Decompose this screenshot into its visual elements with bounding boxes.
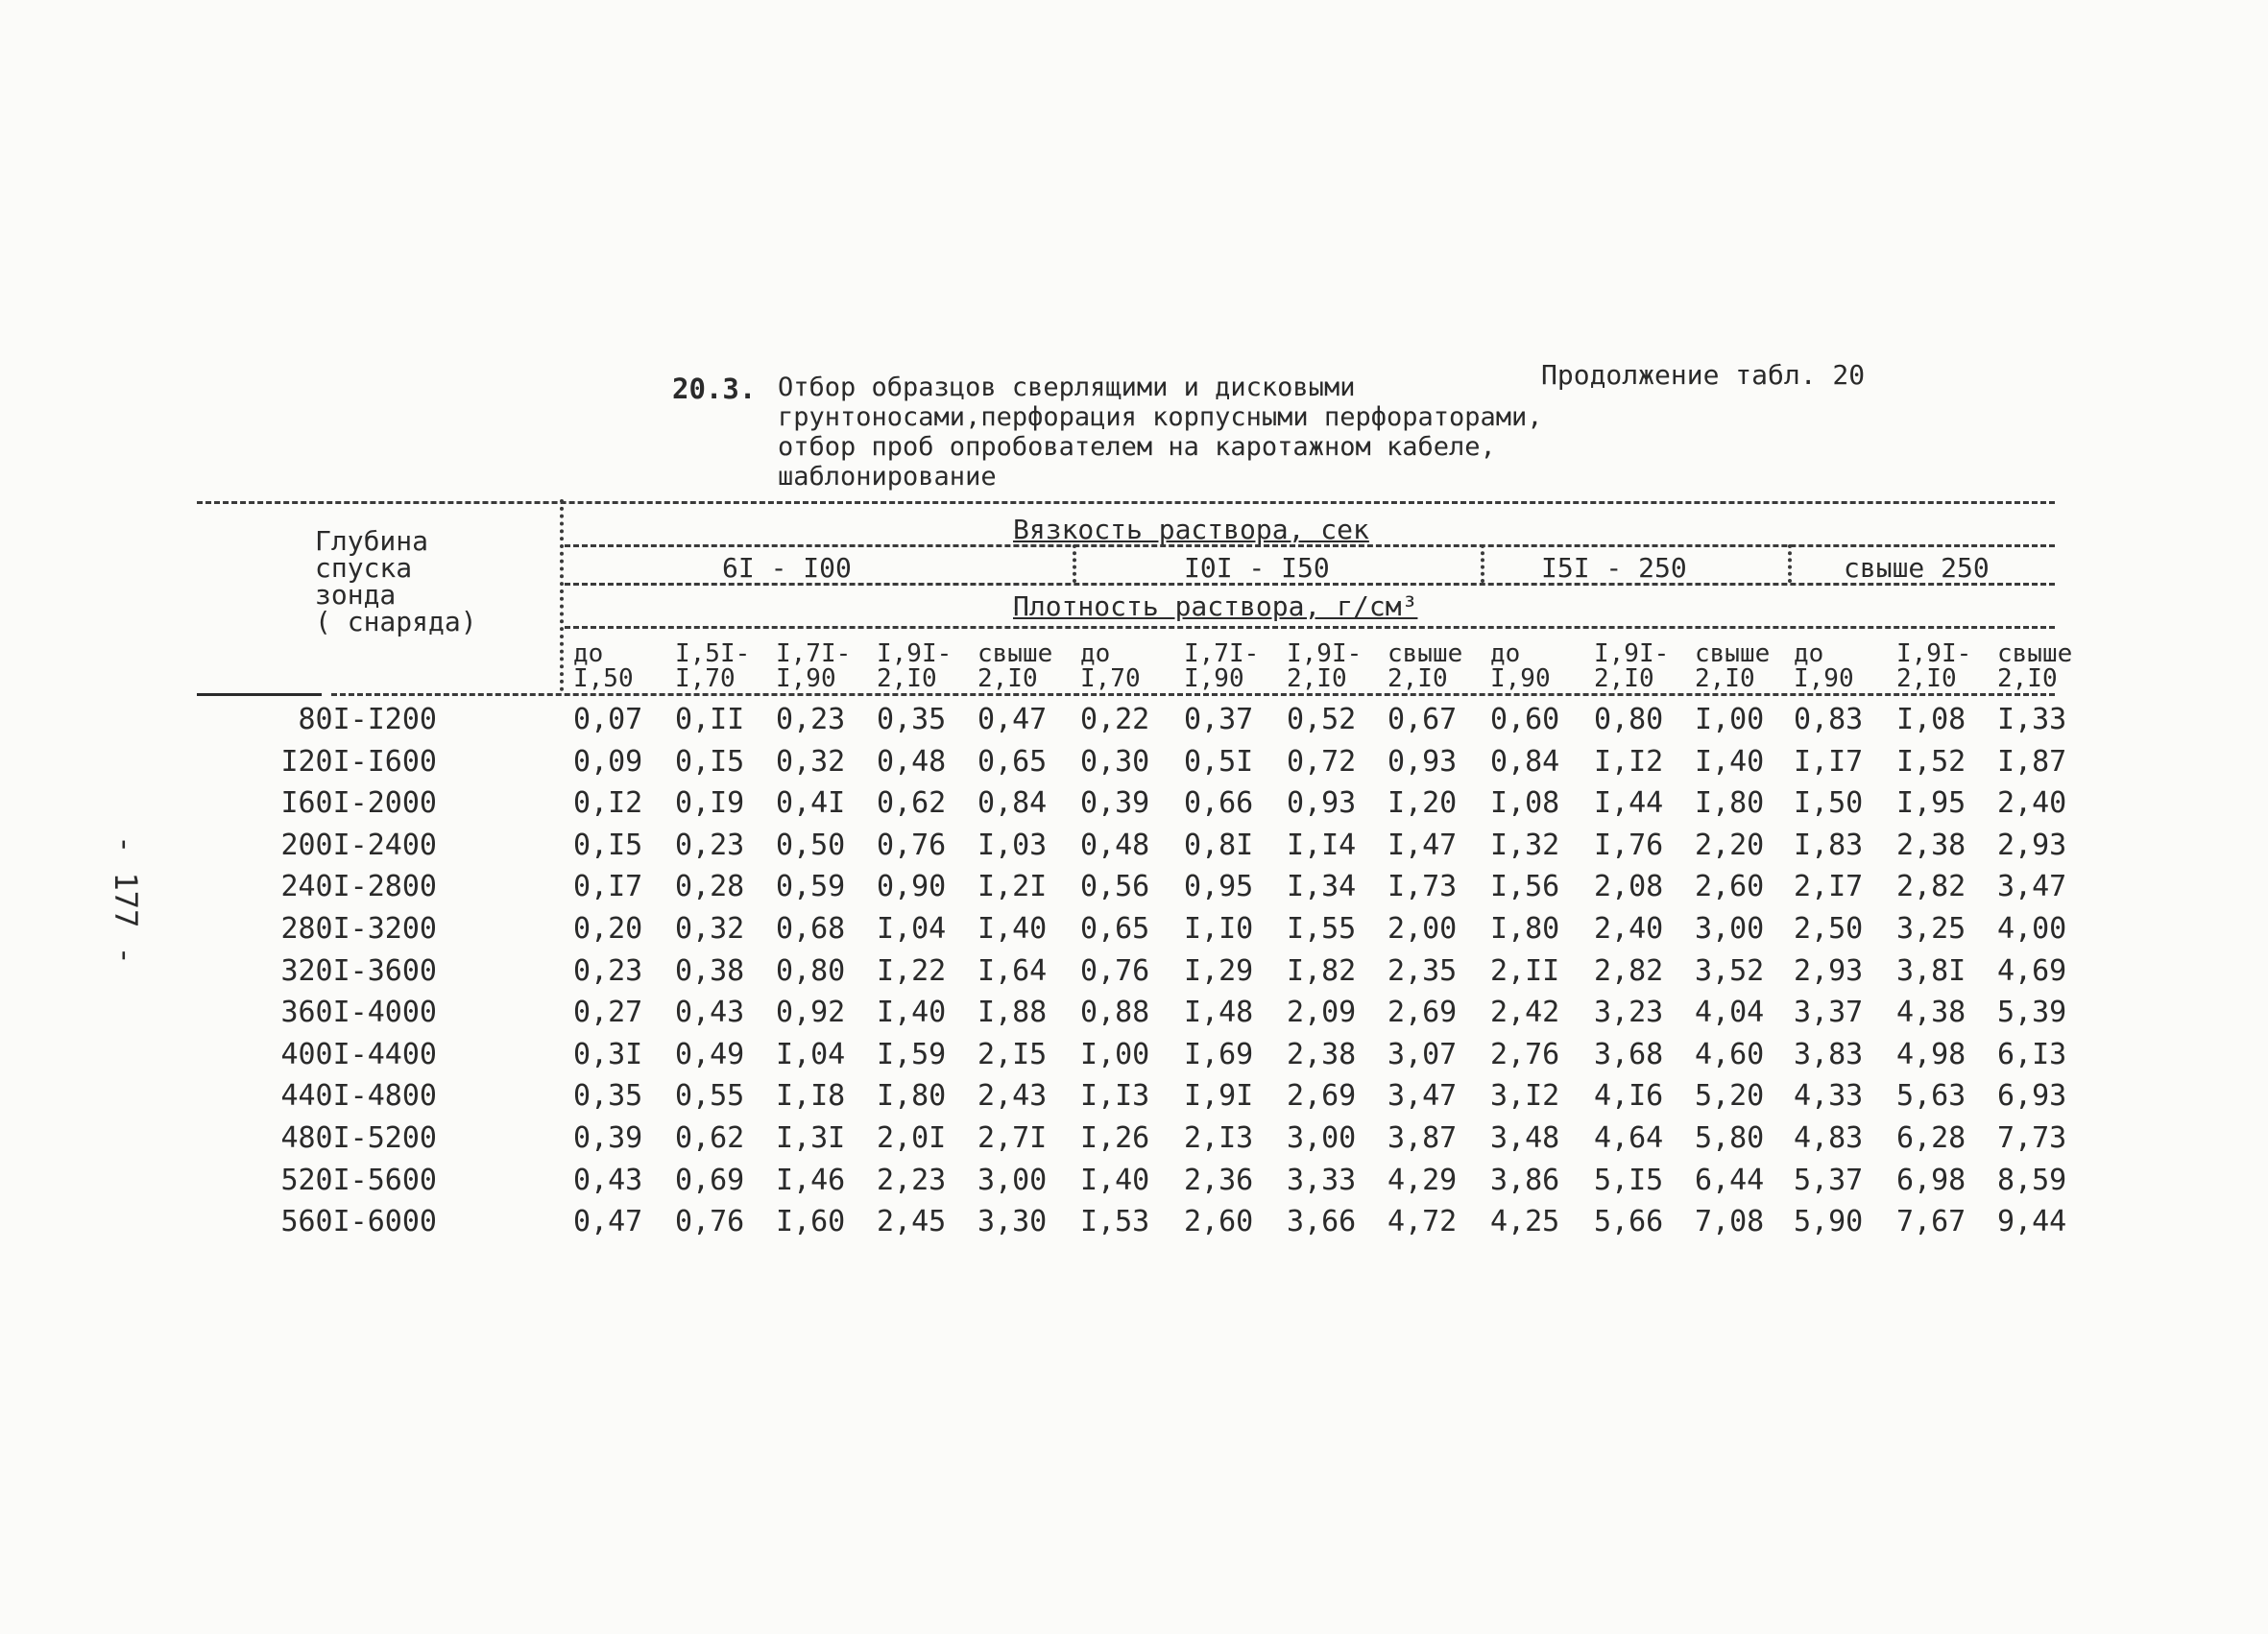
value-cell: I,3I: [776, 1121, 846, 1155]
density-header: Плотность раствора, г/см³: [1013, 590, 1418, 622]
depth-cell: I60I-2000: [280, 786, 437, 821]
value-cell: 0,I2: [573, 786, 643, 821]
density-column-header: [1695, 641, 1770, 691]
value-cell: I,20: [1387, 786, 1458, 821]
density-column-header-line: 2,I0: [1387, 664, 1448, 693]
value-cell: 0,80: [1594, 703, 1664, 736]
value-cell: 5,39: [1997, 996, 2067, 1030]
value-cell: 2,82: [1896, 870, 1966, 904]
depth-cell: 480I-5200: [280, 1121, 437, 1155]
value-cell: I,69: [1184, 1037, 1254, 1071]
value-cell: 3,33: [1287, 1163, 1357, 1197]
density-column-header-line: I,9I-: [1287, 639, 1363, 668]
value-cell: I,44: [1594, 786, 1664, 821]
value-cell: I,52: [1896, 744, 1966, 779]
value-cell: I,82: [1287, 953, 1357, 988]
density-column-header-line: свыше: [1387, 639, 1463, 668]
density-column-header: [977, 641, 1052, 691]
density-column-header-line: до: [573, 639, 604, 668]
value-cell: 3,25: [1896, 912, 1966, 946]
depth-cell: 320I-3600: [280, 953, 437, 988]
depth-cell: 200I-2400: [280, 828, 437, 862]
value-cell: 2,II: [1490, 953, 1560, 988]
value-cell: 4,69: [1997, 953, 2067, 988]
value-cell: 2,93: [1997, 828, 2067, 862]
value-cell: I,40: [977, 912, 1048, 946]
value-cell: 4,33: [1794, 1079, 1864, 1114]
value-cell: I,80: [877, 1079, 947, 1114]
value-cell: 2,42: [1490, 996, 1560, 1030]
density-column-header-line: до: [1794, 639, 1824, 668]
value-cell: I,I2: [1594, 744, 1664, 779]
density-column-header-line: до: [1490, 639, 1521, 668]
group-separator: [1481, 544, 1484, 583]
density-column-header-line: свыше: [1695, 639, 1771, 668]
group-separator: [1073, 544, 1076, 583]
value-cell: I,08: [1490, 786, 1560, 821]
density-column-header: [1184, 641, 1259, 691]
value-cell: I,08: [1896, 703, 1966, 736]
value-cell: 2,76: [1490, 1037, 1560, 1071]
value-cell: 4,60: [1695, 1037, 1765, 1071]
value-cell: 0,5I: [1184, 744, 1254, 779]
value-cell: 3,00: [1695, 912, 1765, 946]
depth-cell: I20I-I600: [280, 744, 437, 779]
value-cell: I,83: [1794, 828, 1864, 862]
value-cell: 0,48: [877, 744, 947, 779]
value-cell: 0,27: [573, 996, 643, 1030]
density-column-header-line: I,9I-: [877, 639, 953, 668]
value-cell: I,04: [776, 1037, 846, 1071]
value-cell: 2,60: [1695, 870, 1765, 904]
density-column-header-line: 2,I0: [877, 664, 937, 693]
density-column-header-line: I,5I-: [675, 639, 751, 668]
value-cell: 0,52: [1287, 703, 1357, 736]
value-cell: 0,I5: [675, 744, 745, 779]
viscosity-group-1: 6I - I00: [722, 552, 852, 584]
value-cell: 3,I2: [1490, 1079, 1560, 1114]
density-column-header-line: 2,I0: [1896, 664, 1957, 693]
value-cell: 0,39: [573, 1121, 643, 1155]
value-cell: I,56: [1490, 870, 1560, 904]
value-cell: 0,50: [776, 828, 846, 862]
density-column-header-line: 2,I0: [1287, 664, 1347, 693]
density-column-header: [877, 641, 952, 691]
value-cell: 5,90: [1794, 1205, 1864, 1239]
section-number: 20.3.: [672, 372, 757, 405]
title-line: грунтоносами,перфорация корпусными перфораторами,: [778, 402, 1543, 432]
value-cell: 0,84: [1490, 744, 1560, 779]
value-cell: I,64: [977, 953, 1048, 988]
value-cell: I,88: [977, 996, 1048, 1030]
value-cell: I,00: [1080, 1037, 1150, 1071]
density-column-header: [1794, 641, 1854, 691]
depth-cell: 360I-4000: [280, 996, 437, 1030]
depth-cell: 560I-6000: [280, 1205, 437, 1239]
row-header-line: Глубина: [315, 525, 429, 557]
value-cell: I,40: [877, 996, 947, 1030]
value-cell: 2,93: [1794, 953, 1864, 988]
value-cell: 3,83: [1794, 1037, 1864, 1071]
value-cell: 0,95: [1184, 870, 1254, 904]
value-cell: I,48: [1184, 996, 1254, 1030]
depth-cell: 280I-3200: [280, 912, 437, 946]
density-column-header: [1997, 641, 2072, 691]
value-cell: I,I3: [1080, 1079, 1150, 1114]
section-title: [778, 372, 1543, 492]
value-cell: 2,20: [1695, 828, 1765, 862]
value-cell: 7,08: [1695, 1205, 1765, 1239]
title-line: шаблонирование: [778, 462, 997, 492]
value-cell: I,I4: [1287, 828, 1357, 862]
value-cell: I,73: [1387, 870, 1458, 904]
value-cell: 0,72: [1287, 744, 1357, 779]
value-cell: 2,36: [1184, 1163, 1254, 1197]
depth-cell: 440I-4800: [280, 1079, 437, 1114]
value-cell: I,29: [1184, 953, 1254, 988]
value-cell: 5,I5: [1594, 1163, 1664, 1197]
value-cell: 0,55: [675, 1079, 745, 1114]
value-cell: 0,38: [675, 953, 745, 988]
depth-cell: 240I-2800: [280, 870, 437, 904]
value-cell: 0,84: [977, 786, 1048, 821]
value-cell: 0,20: [573, 912, 643, 946]
value-cell: 2,38: [1287, 1037, 1357, 1071]
value-cell: 0,I5: [573, 828, 643, 862]
value-cell: 7,73: [1997, 1121, 2067, 1155]
value-cell: 0,28: [675, 870, 745, 904]
value-cell: I,60: [776, 1205, 846, 1239]
page-number: - 177 -: [108, 835, 144, 965]
value-cell: 0,76: [877, 828, 947, 862]
value-cell: 2,40: [1997, 786, 2067, 821]
value-cell: I,00: [1695, 703, 1765, 736]
value-cell: 4,00: [1997, 912, 2067, 946]
density-column-header-line: I,90: [1490, 664, 1551, 693]
value-cell: 6,44: [1695, 1163, 1765, 1197]
value-cell: 5,63: [1896, 1079, 1966, 1114]
density-column-header: [1287, 641, 1362, 691]
value-cell: 2,7I: [977, 1121, 1048, 1155]
value-cell: I,53: [1080, 1205, 1150, 1239]
value-cell: 0,66: [1184, 786, 1254, 821]
density-column-header-line: I,90: [776, 664, 836, 693]
value-cell: 3,00: [977, 1163, 1048, 1197]
value-cell: 0,88: [1080, 996, 1150, 1030]
density-column-header: [1896, 641, 1971, 691]
value-cell: 0,32: [776, 744, 846, 779]
value-cell: 0,09: [573, 744, 643, 779]
value-cell: 0,37: [1184, 703, 1254, 736]
value-cell: 3,23: [1594, 996, 1664, 1030]
value-cell: 4,72: [1387, 1205, 1458, 1239]
value-cell: 5,66: [1594, 1205, 1664, 1239]
value-cell: I,80: [1695, 786, 1765, 821]
density-rule: [565, 626, 2055, 629]
density-column-header-line: I,90: [1184, 664, 1244, 693]
value-cell: 3,00: [1287, 1121, 1357, 1155]
value-cell: 2,09: [1287, 996, 1357, 1030]
value-cell: 2,I7: [1794, 870, 1864, 904]
density-column-header-line: до: [1080, 639, 1111, 668]
title-line: отбор проб опробователем на каротажном кабеле,: [778, 432, 1496, 462]
depth-cell: 80I-I200: [298, 703, 437, 736]
value-cell: 2,35: [1387, 953, 1458, 988]
density-column-header-line: I,50: [573, 664, 634, 693]
density-column-header-line: 2,I0: [1997, 664, 2058, 693]
viscosity-header: Вязкость раствора, сек: [1013, 514, 1369, 545]
value-cell: I,50: [1794, 786, 1864, 821]
value-cell: 3,47: [1997, 870, 2067, 904]
value-cell: I,87: [1997, 744, 2067, 779]
value-cell: I,9I: [1184, 1079, 1254, 1114]
value-cell: 3,86: [1490, 1163, 1560, 1197]
value-cell: 3,37: [1794, 996, 1864, 1030]
density-column-header: [573, 641, 634, 691]
value-cell: 2,38: [1896, 828, 1966, 862]
value-cell: 2,40: [1594, 912, 1664, 946]
value-cell: 0,65: [1080, 912, 1150, 946]
value-cell: I,26: [1080, 1121, 1150, 1155]
value-cell: 0,60: [1490, 703, 1560, 736]
value-cell: 2,69: [1387, 996, 1458, 1030]
density-column-header-line: 2,I0: [977, 664, 1038, 693]
value-cell: I,I0: [1184, 912, 1254, 946]
value-cell: I,59: [877, 1037, 947, 1071]
value-cell: I,47: [1387, 828, 1458, 862]
value-cell: 2,50: [1794, 912, 1864, 946]
value-cell: 4,04: [1695, 996, 1765, 1030]
value-cell: 0,4I: [776, 786, 846, 821]
value-cell: 3,66: [1287, 1205, 1357, 1239]
value-cell: I,80: [1490, 912, 1560, 946]
depth-cell: 400I-4400: [280, 1037, 437, 1071]
viscosity-group-4: свыше 250: [1844, 552, 1990, 584]
value-cell: 0,80: [776, 953, 846, 988]
density-column-header-line: I,9I-: [1594, 639, 1670, 668]
value-cell: 5,37: [1794, 1163, 1864, 1197]
row-header-line: ( снаряда): [315, 606, 477, 637]
density-column-header-line: 2,I0: [1695, 664, 1755, 693]
depth-cell: 520I-5600: [280, 1163, 437, 1197]
value-cell: I,40: [1080, 1163, 1150, 1197]
value-cell: 0,22: [1080, 703, 1150, 736]
viscosity-group-2: I0I - I50: [1184, 552, 1330, 584]
row-header-line: зонда: [315, 579, 397, 611]
value-cell: 0,07: [573, 703, 643, 736]
value-cell: 0,I9: [675, 786, 745, 821]
value-cell: I,I8: [776, 1079, 846, 1114]
value-cell: 3,68: [1594, 1037, 1664, 1071]
value-cell: 5,20: [1695, 1079, 1765, 1114]
value-cell: 2,00: [1387, 912, 1458, 946]
value-cell: I,46: [776, 1163, 846, 1197]
value-cell: 0,23: [776, 703, 846, 736]
value-cell: 2,0I: [877, 1121, 947, 1155]
density-column-header-line: I,7I-: [776, 639, 852, 668]
value-cell: 3,48: [1490, 1121, 1560, 1155]
value-cell: 0,76: [1080, 953, 1150, 988]
density-column-header: [675, 641, 750, 691]
value-cell: I,55: [1287, 912, 1357, 946]
value-cell: 0,8I: [1184, 828, 1254, 862]
value-cell: 8,59: [1997, 1163, 2067, 1197]
group-separator: [1788, 544, 1792, 583]
value-cell: 0,35: [573, 1079, 643, 1114]
value-cell: 3,52: [1695, 953, 1765, 988]
value-cell: 0,90: [877, 870, 947, 904]
value-cell: 4,83: [1794, 1121, 1864, 1155]
value-cell: 0,43: [675, 996, 745, 1030]
value-cell: I,33: [1997, 703, 2067, 736]
density-column-header-line: I,70: [1080, 664, 1141, 693]
value-cell: 0,32: [675, 912, 745, 946]
value-cell: 6,28: [1896, 1121, 1966, 1155]
continuation-label: Продолжение табл. 20: [1541, 359, 1866, 391]
value-cell: 0,39: [1080, 786, 1150, 821]
value-cell: 2,I5: [977, 1037, 1048, 1071]
value-cell: 6,98: [1896, 1163, 1966, 1197]
value-cell: 4,25: [1490, 1205, 1560, 1239]
value-cell: 0,43: [573, 1163, 643, 1197]
density-column-header: [1594, 641, 1669, 691]
value-cell: 2,82: [1594, 953, 1664, 988]
value-cell: 4,I6: [1594, 1079, 1664, 1114]
value-cell: 5,80: [1695, 1121, 1765, 1155]
value-cell: 4,38: [1896, 996, 1966, 1030]
header-separator: [560, 499, 564, 691]
value-cell: 0,30: [1080, 744, 1150, 779]
value-cell: 0,35: [877, 703, 947, 736]
value-cell: 4,64: [1594, 1121, 1664, 1155]
value-cell: 0,48: [1080, 828, 1150, 862]
value-cell: I,32: [1490, 828, 1560, 862]
value-cell: I,03: [977, 828, 1048, 862]
value-cell: 0,67: [1387, 703, 1458, 736]
value-cell: 2,60: [1184, 1205, 1254, 1239]
value-cell: 0,68: [776, 912, 846, 946]
density-column-header-line: I,90: [1794, 664, 1854, 693]
table-top-rule: [197, 501, 2055, 504]
density-column-header-line: I,70: [675, 664, 736, 693]
value-cell: 6,I3: [1997, 1037, 2067, 1071]
value-cell: 3,47: [1387, 1079, 1458, 1114]
value-cell: 0,76: [675, 1205, 745, 1239]
value-cell: 6,93: [1997, 1079, 2067, 1114]
value-cell: 0,93: [1387, 744, 1458, 779]
density-column-header: [1490, 641, 1551, 691]
title-line: Отбор образцов сверлящими и дисковыми: [778, 372, 1356, 402]
value-cell: 2,I3: [1184, 1121, 1254, 1155]
value-cell: 0,56: [1080, 870, 1150, 904]
density-column-header: [1387, 641, 1462, 691]
row-header: [315, 525, 477, 637]
value-cell: 0,II: [675, 703, 745, 736]
value-cell: 2,23: [877, 1163, 947, 1197]
density-column-header-line: I,9I-: [1896, 639, 1972, 668]
value-cell: I,22: [877, 953, 947, 988]
value-cell: I,I7: [1794, 744, 1864, 779]
value-cell: 2,43: [977, 1079, 1048, 1114]
value-cell: 0,69: [675, 1163, 745, 1197]
value-cell: 0,I7: [573, 870, 643, 904]
density-column-header: [1080, 641, 1141, 691]
value-cell: I,76: [1594, 828, 1664, 862]
value-cell: 0,65: [977, 744, 1048, 779]
value-cell: 0,23: [573, 953, 643, 988]
density-column-header-line: I,7I-: [1184, 639, 1260, 668]
value-cell: 0,59: [776, 870, 846, 904]
row-header-line: спуска: [315, 552, 413, 584]
value-cell: 0,62: [877, 786, 947, 821]
value-cell: 0,62: [675, 1121, 745, 1155]
value-cell: I,34: [1287, 870, 1357, 904]
value-cell: 4,29: [1387, 1163, 1458, 1197]
value-cell: 0,23: [675, 828, 745, 862]
value-cell: 2,08: [1594, 870, 1664, 904]
header-bottom-rule: [331, 693, 2055, 696]
header-bottom-rule: [197, 693, 322, 696]
value-cell: 0,47: [573, 1205, 643, 1239]
density-column-header-line: свыше: [1997, 639, 2073, 668]
value-cell: 2,45: [877, 1205, 947, 1239]
value-cell: 0,83: [1794, 703, 1864, 736]
density-column-header-line: свыше: [977, 639, 1053, 668]
value-cell: I,95: [1896, 786, 1966, 821]
value-cell: 0,49: [675, 1037, 745, 1071]
value-cell: 3,07: [1387, 1037, 1458, 1071]
value-cell: I,04: [877, 912, 947, 946]
value-cell: 0,3I: [573, 1037, 643, 1071]
value-cell: I,2I: [977, 870, 1048, 904]
value-cell: 3,30: [977, 1205, 1048, 1239]
value-cell: 9,44: [1997, 1205, 2067, 1239]
value-cell: 7,67: [1896, 1205, 1966, 1239]
value-cell: 2,69: [1287, 1079, 1357, 1114]
value-cell: 4,98: [1896, 1037, 1966, 1071]
value-cell: 0,92: [776, 996, 846, 1030]
density-column-header-line: 2,I0: [1594, 664, 1654, 693]
viscosity-group-3: I5I - 250: [1541, 552, 1687, 584]
value-cell: 0,47: [977, 703, 1048, 736]
value-cell: I,40: [1695, 744, 1765, 779]
density-column-header: [776, 641, 851, 691]
value-cell: 0,93: [1287, 786, 1357, 821]
value-cell: 3,8I: [1896, 953, 1966, 988]
value-cell: 3,87: [1387, 1121, 1458, 1155]
